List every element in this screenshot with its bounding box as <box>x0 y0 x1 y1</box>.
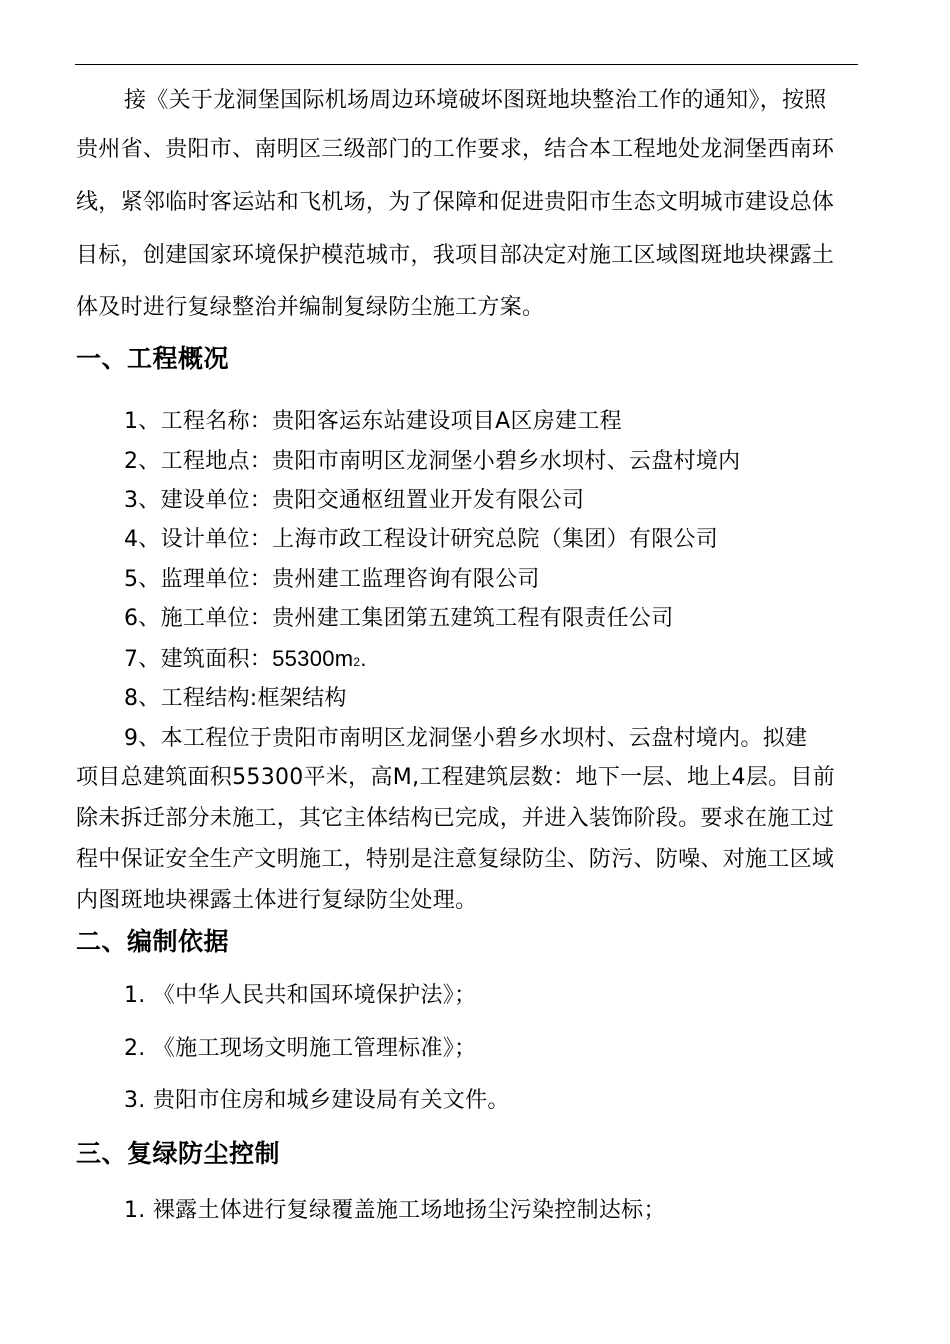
list-item: 3、建设单位：贵阳交通枢纽置业开发有限公司 <box>124 488 585 513</box>
area-value: 55300m <box>272 646 354 671</box>
list-item: 8、工程结构:框架结构 <box>124 686 347 711</box>
intro-line: 贵州省、贵阳市、南明区三级部门的工作要求，结合本工程地处龙洞堡西南环 <box>76 137 835 162</box>
list-item: 2、工程地点：贵阳市南明区龙洞堡小碧乡水坝村、云盘村境内 <box>124 449 741 474</box>
list-item: 2. 《施工现场文明施工管理标准》； <box>124 1036 477 1061</box>
intro-line: 线，紧邻临时客运站和飞机场，为了保障和促进贵阳市生态文明城市建设总体 <box>76 190 835 215</box>
section-heading-dust-control: 三、复绿防尘控制 <box>76 1139 281 1168</box>
paragraph-line: 除未拆迁部分未施工，其它主体结构已完成，并进入装饰阶段。要求在施工过 <box>76 806 835 831</box>
paragraph-line: 程中保证安全生产文明施工，特别是注意复绿防尘、防污、防噪、对施工区域 <box>76 847 835 872</box>
list-item-area <box>124 644 367 677</box>
paragraph-line: 内图斑地块裸露土体进行复绿防尘处理。 <box>76 888 478 913</box>
list-item: 1、工程名称：贵阳客运东站建设项目A区房建工程 <box>124 409 622 434</box>
list-item: 4、设计单位：上海市政工程设计研究总院（集团）有限公司 <box>124 527 719 552</box>
list-item: 5、监理单位：贵州建工监理咨询有限公司 <box>124 567 540 592</box>
paragraph-line: 项目总建筑面积55300平米，高M,工程建筑层数：地下一层、地上4层。目前 <box>76 765 836 790</box>
intro-line: 目标，创建国家环境保护模范城市，我项目部决定对施工区域图斑地块裸露土 <box>76 243 835 268</box>
list-item: 3. 贵阳市住房和城乡建设局有关文件。 <box>124 1088 510 1113</box>
section-heading-overview: 一、工程概况 <box>76 344 230 373</box>
list-item: 1. 裸露土体进行复绿覆盖施工场地扬尘污染控制达标； <box>124 1198 666 1223</box>
area-label: 7、建筑面积： <box>124 647 273 672</box>
intro-line: 接《关于龙洞堡国际机场周边环境破坏图斑地块整治工作的通知》，按照 <box>124 88 827 113</box>
section-heading-basis: 二、编制依据 <box>76 927 230 956</box>
area-unit-subscript: 2 <box>353 655 361 669</box>
list-item: 9、本工程位于贵阳市南明区龙洞堡小碧乡水坝村、云盘村境内。拟建 <box>124 726 808 751</box>
list-item: 1. 《中华人民共和国环境保护法》； <box>124 983 477 1008</box>
intro-line: 体及时进行复绿整治并编制复绿防尘施工方案。 <box>76 295 545 320</box>
list-item: 6、施工单位：贵州建工集团第五建筑工程有限责任公司 <box>124 606 674 631</box>
area-period: . <box>360 646 367 671</box>
header-rule <box>75 64 858 65</box>
